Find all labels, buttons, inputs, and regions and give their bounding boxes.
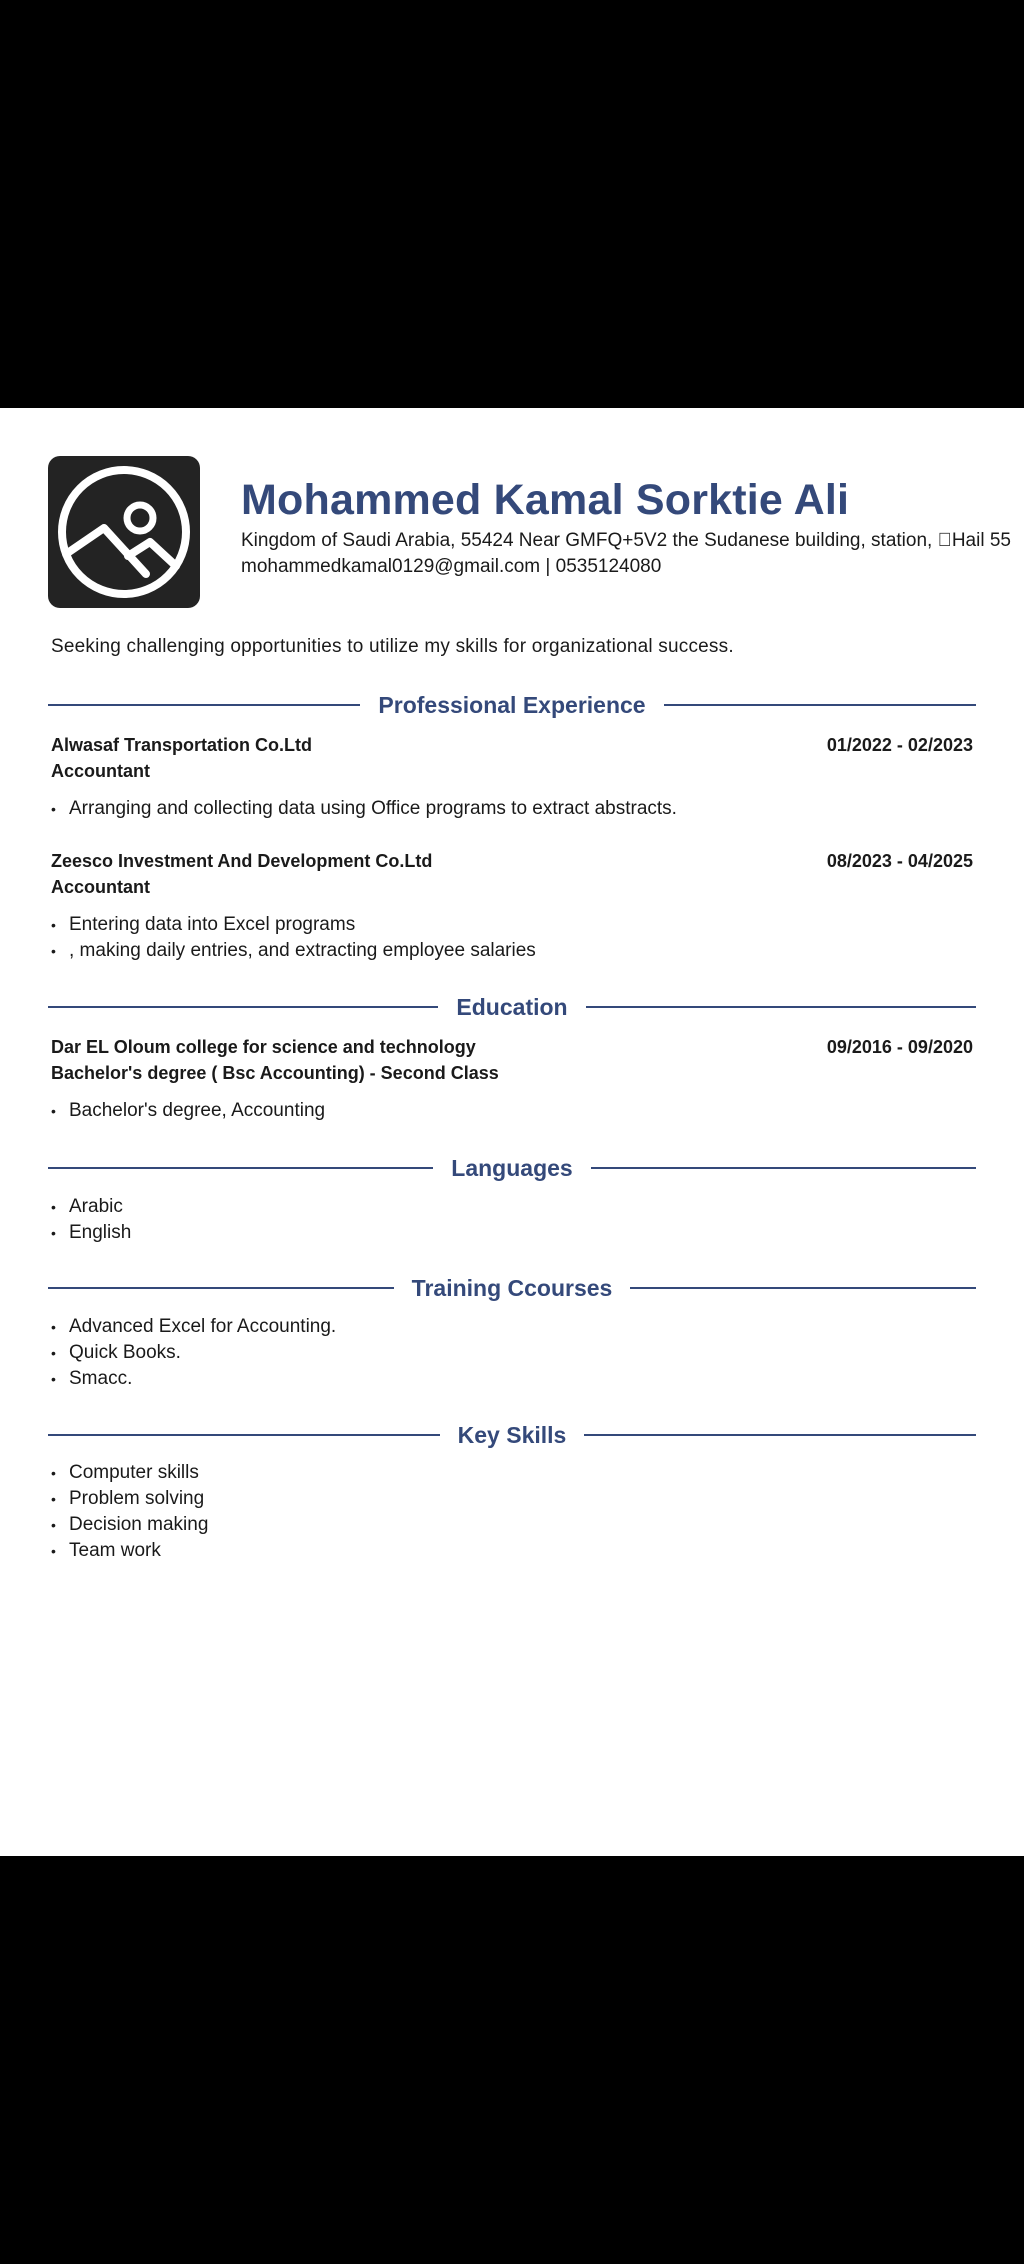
job-company: Zeesco Investment And Development Co.Ltd (51, 851, 433, 871)
list-item: • Problem solving (51, 1486, 208, 1512)
education-dates: 09/2016 - 09/2020 (826, 1037, 973, 1057)
profile-photo (48, 456, 200, 608)
summary-text: Seeking challenging opportunities to utilize my skills for organizational success. (51, 636, 734, 657)
job-dates: 08/2023 - 04/2025 (826, 851, 973, 871)
list-item: • Decision making (51, 1512, 208, 1538)
divider (584, 1434, 976, 1436)
resume-header (48, 456, 1011, 608)
divider (48, 1006, 438, 1008)
address-line: Kingdom of Saudi Arabia, 55424 Near GMFQ+5V2 the Sudanese building, station,  Hail 55 (241, 530, 1011, 551)
list-item: • Arabic (51, 1194, 131, 1220)
divider (48, 1167, 433, 1169)
list-item: • Advanced Excel for Accounting. (51, 1314, 336, 1340)
section-label: Education (456, 993, 568, 1020)
divider (591, 1167, 976, 1169)
list-item: • Arranging and collecting data using Office programs to extract abstracts. (51, 796, 677, 822)
education-entry (51, 1034, 973, 1086)
languages-list (51, 1194, 131, 1246)
list-item: • Bachelor's degree, Accounting (51, 1098, 325, 1124)
section-education-title (48, 992, 976, 1022)
job-company: Alwasaf Transportation Co.Ltd (51, 735, 313, 755)
list-item: • Computer skills (51, 1460, 208, 1486)
job-role: Accountant (51, 877, 150, 897)
divider (586, 1006, 976, 1008)
education-bullets (51, 1098, 325, 1124)
section-experience-title (48, 690, 976, 720)
contact-line: mohammedkamal0129@gmail.com | 0535124080 (241, 556, 662, 577)
divider (48, 1287, 394, 1289)
section-languages-title (48, 1153, 976, 1183)
section-label: Languages (451, 1154, 573, 1181)
list-item: • Quick Books. (51, 1340, 336, 1366)
divider (630, 1287, 976, 1289)
job-role: Accountant (51, 761, 150, 781)
section-training-title (48, 1273, 976, 1303)
candidate-name: Mohammed Kamal Sorktie Ali (241, 476, 850, 524)
training-list (51, 1314, 336, 1392)
education-school: Dar EL Oloum college for science and technology (51, 1037, 476, 1057)
list-item: • English (51, 1220, 131, 1246)
resume-document (0, 408, 1024, 1856)
list-item: • Entering data into Excel programs (51, 912, 536, 938)
divider (48, 1434, 440, 1436)
list-item: • Smacc. (51, 1366, 336, 1392)
list-item: • Team work (51, 1538, 208, 1564)
job-entry-2 (51, 848, 973, 900)
image-placeholder-icon (54, 462, 194, 602)
section-label: Key Skills (457, 1421, 567, 1448)
section-label: Training Ccourses (411, 1274, 613, 1301)
divider (48, 704, 360, 706)
job-1-bullets (51, 796, 677, 822)
education-degree: Bachelor's degree ( Bsc Accounting) - Second Class (51, 1063, 499, 1083)
list-item: • , making daily entries, and extracting employee salaries (51, 938, 536, 964)
skills-list (51, 1460, 208, 1564)
section-skills-title (48, 1420, 976, 1450)
job-entry-1 (51, 732, 973, 784)
divider (664, 704, 976, 706)
section-label: Professional Experience (378, 691, 646, 718)
job-2-bullets (51, 912, 536, 964)
job-dates: 01/2022 - 02/2023 (826, 735, 973, 755)
